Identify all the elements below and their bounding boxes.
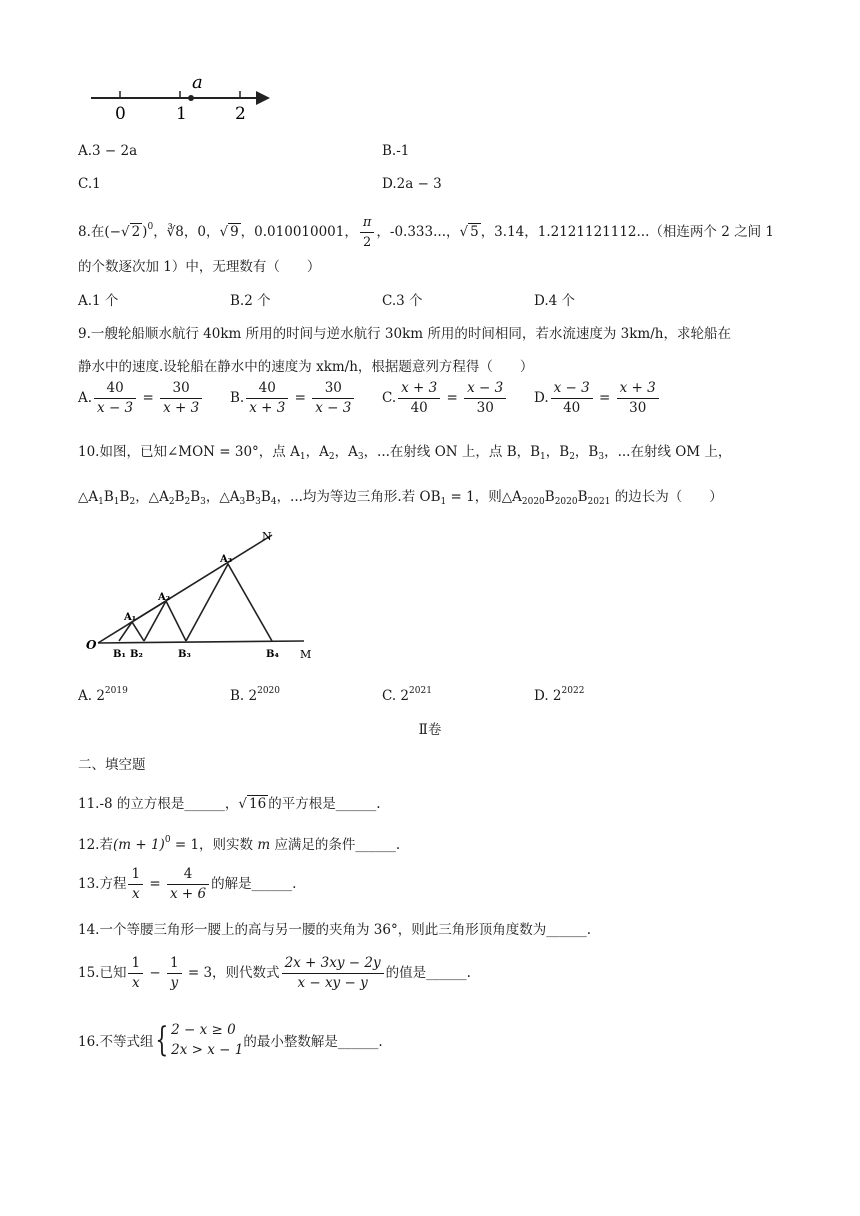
- tick-0: 0: [115, 104, 126, 124]
- q9-stem-line1: 9.一艘轮船顺水航行 40km 所用的时间与逆水航行 30km 所用的时间相同，若水流速度为 3km/h，求轮船在: [78, 326, 731, 342]
- q8-option-c: C.3 个: [382, 293, 423, 309]
- tick-2: 2: [235, 104, 246, 124]
- q9-option-c: C. $\frac{x + 3}{40}$ = $\frac{x - 3}{30}$: [382, 380, 508, 417]
- q11: 11.-8 的立方根是______，√ 16 的平方根是______.: [78, 796, 381, 812]
- q7-option-a: A.3 − 2a: [78, 143, 138, 159]
- q9-option-a: A. $\frac{40}{x - 3}$ = $\frac{30}{x + 3}$: [78, 380, 204, 417]
- label-A3: A₃: [220, 554, 233, 565]
- point-a-label: a: [192, 74, 203, 93]
- label-N: N: [262, 530, 272, 543]
- label-B3: B₃: [178, 649, 191, 660]
- tick-1: 1: [176, 104, 187, 124]
- q8-stem-line2: 的个数逐次加 1）中，无理数有（ ）: [78, 259, 321, 275]
- q8-option-a: A.1 个: [78, 293, 119, 309]
- q7-option-d: D.2a − 3: [382, 176, 442, 192]
- q8-option-d: D.4 个: [534, 293, 576, 309]
- q8-option-b: B.2 个: [230, 293, 271, 309]
- label-M: M: [300, 648, 312, 661]
- q16: 16.不等式组{ 2 − x ≥ 0 2x > x − 1 的最小整数解是______.: [78, 1020, 383, 1060]
- label-A1: A₁: [124, 612, 137, 623]
- label-A2: A₂: [158, 592, 171, 603]
- q7-option-b: B.-1: [382, 143, 410, 159]
- q10-option-c: C. $2^{2021}$: [382, 686, 432, 704]
- q10-stem-line2: $\triangle A_1B_1B_2$，$\triangle A_2B_2B_3$，$\triangle A_3B_3B_4$，...均为等边三角形.若 $OB_1 = 1$，则$\triangle A_{2020}B_{2020}B_{2021}$ 的边长为（ ）: [78, 489, 723, 507]
- label-O: O: [86, 638, 97, 652]
- q10-option-b: B. $2^{2020}$: [230, 686, 280, 704]
- number-line-figure: [88, 74, 278, 124]
- q10-option-a: A. $2^{2019}$: [78, 686, 128, 704]
- label-B2: B₂: [130, 649, 143, 660]
- part-two-heading: Ⅱ卷: [418, 722, 442, 738]
- q9-option-b: B. $\frac{40}{x + 3}$ = $\frac{30}{x - 3}$: [230, 380, 356, 417]
- q8-stem-line1: 8.在(−√ 2 )$^0$，∛8，0，√ 9 ，0.010010001， $\frac{\pi}{2}$ ，-0.333...，√ 5 ，3.14，1.2121121112...（相连两个 2 之间 1: [78, 215, 774, 250]
- q10-stem-line1: 10.如图，已知∠MON = 30°，点 $A_1$，$A_2$，$A_3$，...在射线 ON 上，点 B，$B_1$，$B_2$，$B_3$，...在射线 OM 上，: [78, 444, 732, 462]
- q12: 12.若$(m + 1)^0 = 1$，则实数 m 应满足的条件______.: [78, 835, 401, 853]
- q7-option-c: C.1: [78, 176, 101, 192]
- q14: 14.一个等腰三角形一腰上的高与另一腰的夹角为 36°，则此三角形顶角度数为______.: [78, 922, 591, 938]
- q9-stem-line2: 静水中的速度.设轮船在静水中的速度为 xkm/h，根据题意列方程得（ ）: [78, 359, 534, 375]
- q15: 15.已知 $\frac{1}{x}$ − $\frac{1}{y}$ = 3，则代数式 $\frac{2x + 3xy - 2y}{x - xy - y}$ 的值是______.: [78, 955, 471, 991]
- triangles-figure: [82, 524, 322, 664]
- label-B1: B₁: [113, 649, 126, 660]
- label-B4: B₄: [266, 649, 279, 660]
- section-heading: 二、填空题: [78, 757, 146, 773]
- q10-option-d: D. $2^{2022}$: [534, 686, 585, 704]
- q9-option-d: D. $\frac{x - 3}{40}$ = $\frac{x + 3}{30}$: [534, 380, 661, 417]
- q13: 13.方程 $\frac{1}{x}$ = $\frac{4}{x + 6}$ 的解是______.: [78, 866, 297, 902]
